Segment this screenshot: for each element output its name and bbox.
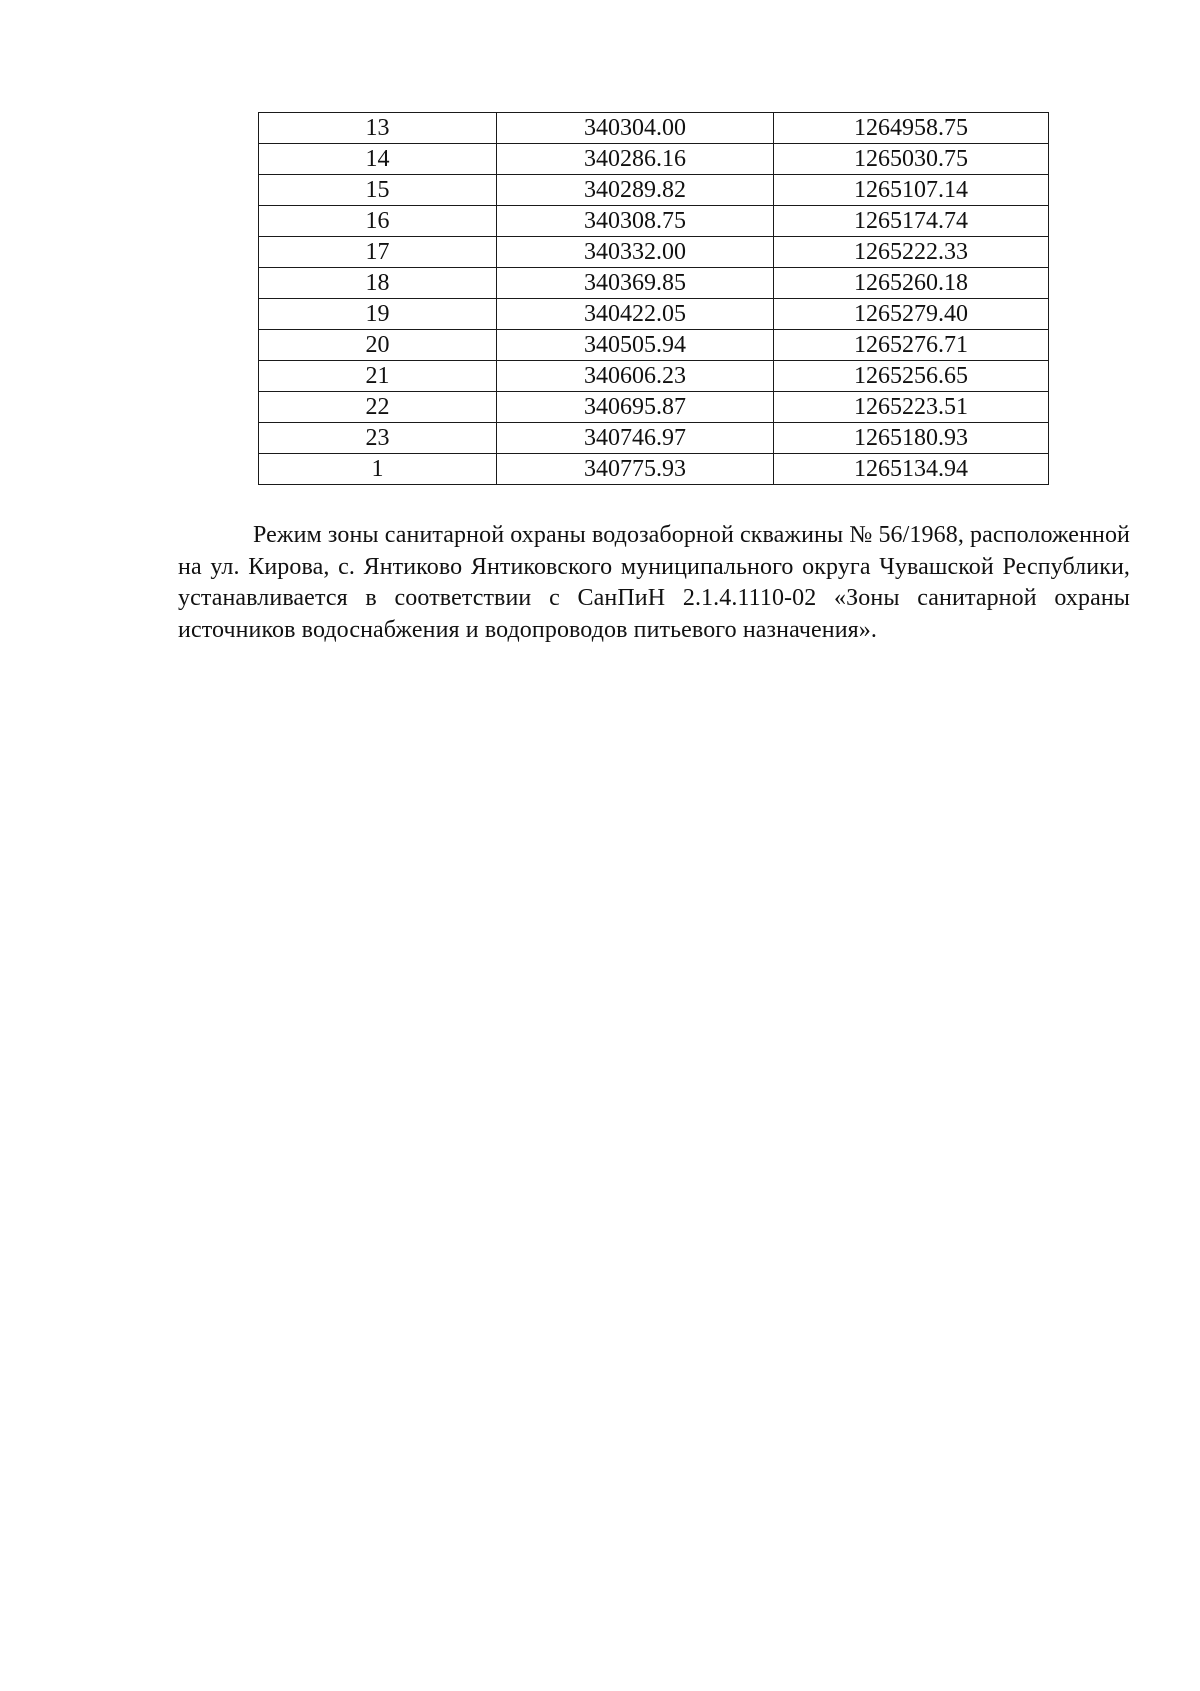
x-coordinate-cell: 340332.00 (497, 237, 774, 268)
y-coordinate-cell: 1265260.18 (774, 268, 1049, 299)
zone-regime-paragraph: Режим зоны санитарной охраны водозаборной скважины № 56/1968, расположенной на ул. Кирова, с. Янтиково Янтиковского муниципального округа Чувашской Республики, устанавливается в соответствии с СанПиН 2.1.4.1110-02 «Зоны санитарной охраны источников водоснабжения и водопроводов питьевого назначения». (178, 522, 1130, 643)
point-number-cell: 1 (259, 454, 497, 485)
y-coordinate-cell: 1265107.14 (774, 175, 1049, 206)
point-number-cell: 22 (259, 392, 497, 423)
point-number-cell: 20 (259, 330, 497, 361)
point-number-cell: 19 (259, 299, 497, 330)
point-number-cell: 23 (259, 423, 497, 454)
y-coordinate-cell: 1265174.74 (774, 206, 1049, 237)
y-coordinate-cell: 1265180.93 (774, 423, 1049, 454)
x-coordinate-cell: 340289.82 (497, 175, 774, 206)
table-row (259, 299, 1049, 330)
table-row (259, 237, 1049, 268)
point-number-cell: 14 (259, 144, 497, 175)
table-row (259, 392, 1049, 423)
y-coordinate-cell: 1265030.75 (774, 144, 1049, 175)
point-number-cell: 17 (259, 237, 497, 268)
point-number-cell: 13 (259, 113, 497, 144)
point-number-cell: 15 (259, 175, 497, 206)
table-row (259, 144, 1049, 175)
coordinates-table-body (259, 113, 1049, 485)
x-coordinate-cell: 340695.87 (497, 392, 774, 423)
x-coordinate-cell: 340369.85 (497, 268, 774, 299)
x-coordinate-cell: 340505.94 (497, 330, 774, 361)
y-coordinate-cell: 1265134.94 (774, 454, 1049, 485)
table-row (259, 113, 1049, 144)
point-number-cell: 16 (259, 206, 497, 237)
x-coordinate-cell: 340606.23 (497, 361, 774, 392)
x-coordinate-cell: 340308.75 (497, 206, 774, 237)
y-coordinate-cell: 1265222.33 (774, 237, 1049, 268)
x-coordinate-cell: 340304.00 (497, 113, 774, 144)
x-coordinate-cell: 340746.97 (497, 423, 774, 454)
table-row (259, 206, 1049, 237)
table-row (259, 454, 1049, 485)
x-coordinate-cell: 340422.05 (497, 299, 774, 330)
coordinates-table (258, 112, 1049, 485)
x-coordinate-cell: 340775.93 (497, 454, 774, 485)
point-number-cell: 21 (259, 361, 497, 392)
table-row (259, 423, 1049, 454)
y-coordinate-cell: 1264958.75 (774, 113, 1049, 144)
y-coordinate-cell: 1265256.65 (774, 361, 1049, 392)
x-coordinate-cell: 340286.16 (497, 144, 774, 175)
table-row (259, 268, 1049, 299)
table-row (259, 330, 1049, 361)
table-row (259, 175, 1049, 206)
y-coordinate-cell: 1265223.51 (774, 392, 1049, 423)
point-number-cell: 18 (259, 268, 497, 299)
y-coordinate-cell: 1265276.71 (774, 330, 1049, 361)
table-row (259, 361, 1049, 392)
y-coordinate-cell: 1265279.40 (774, 299, 1049, 330)
